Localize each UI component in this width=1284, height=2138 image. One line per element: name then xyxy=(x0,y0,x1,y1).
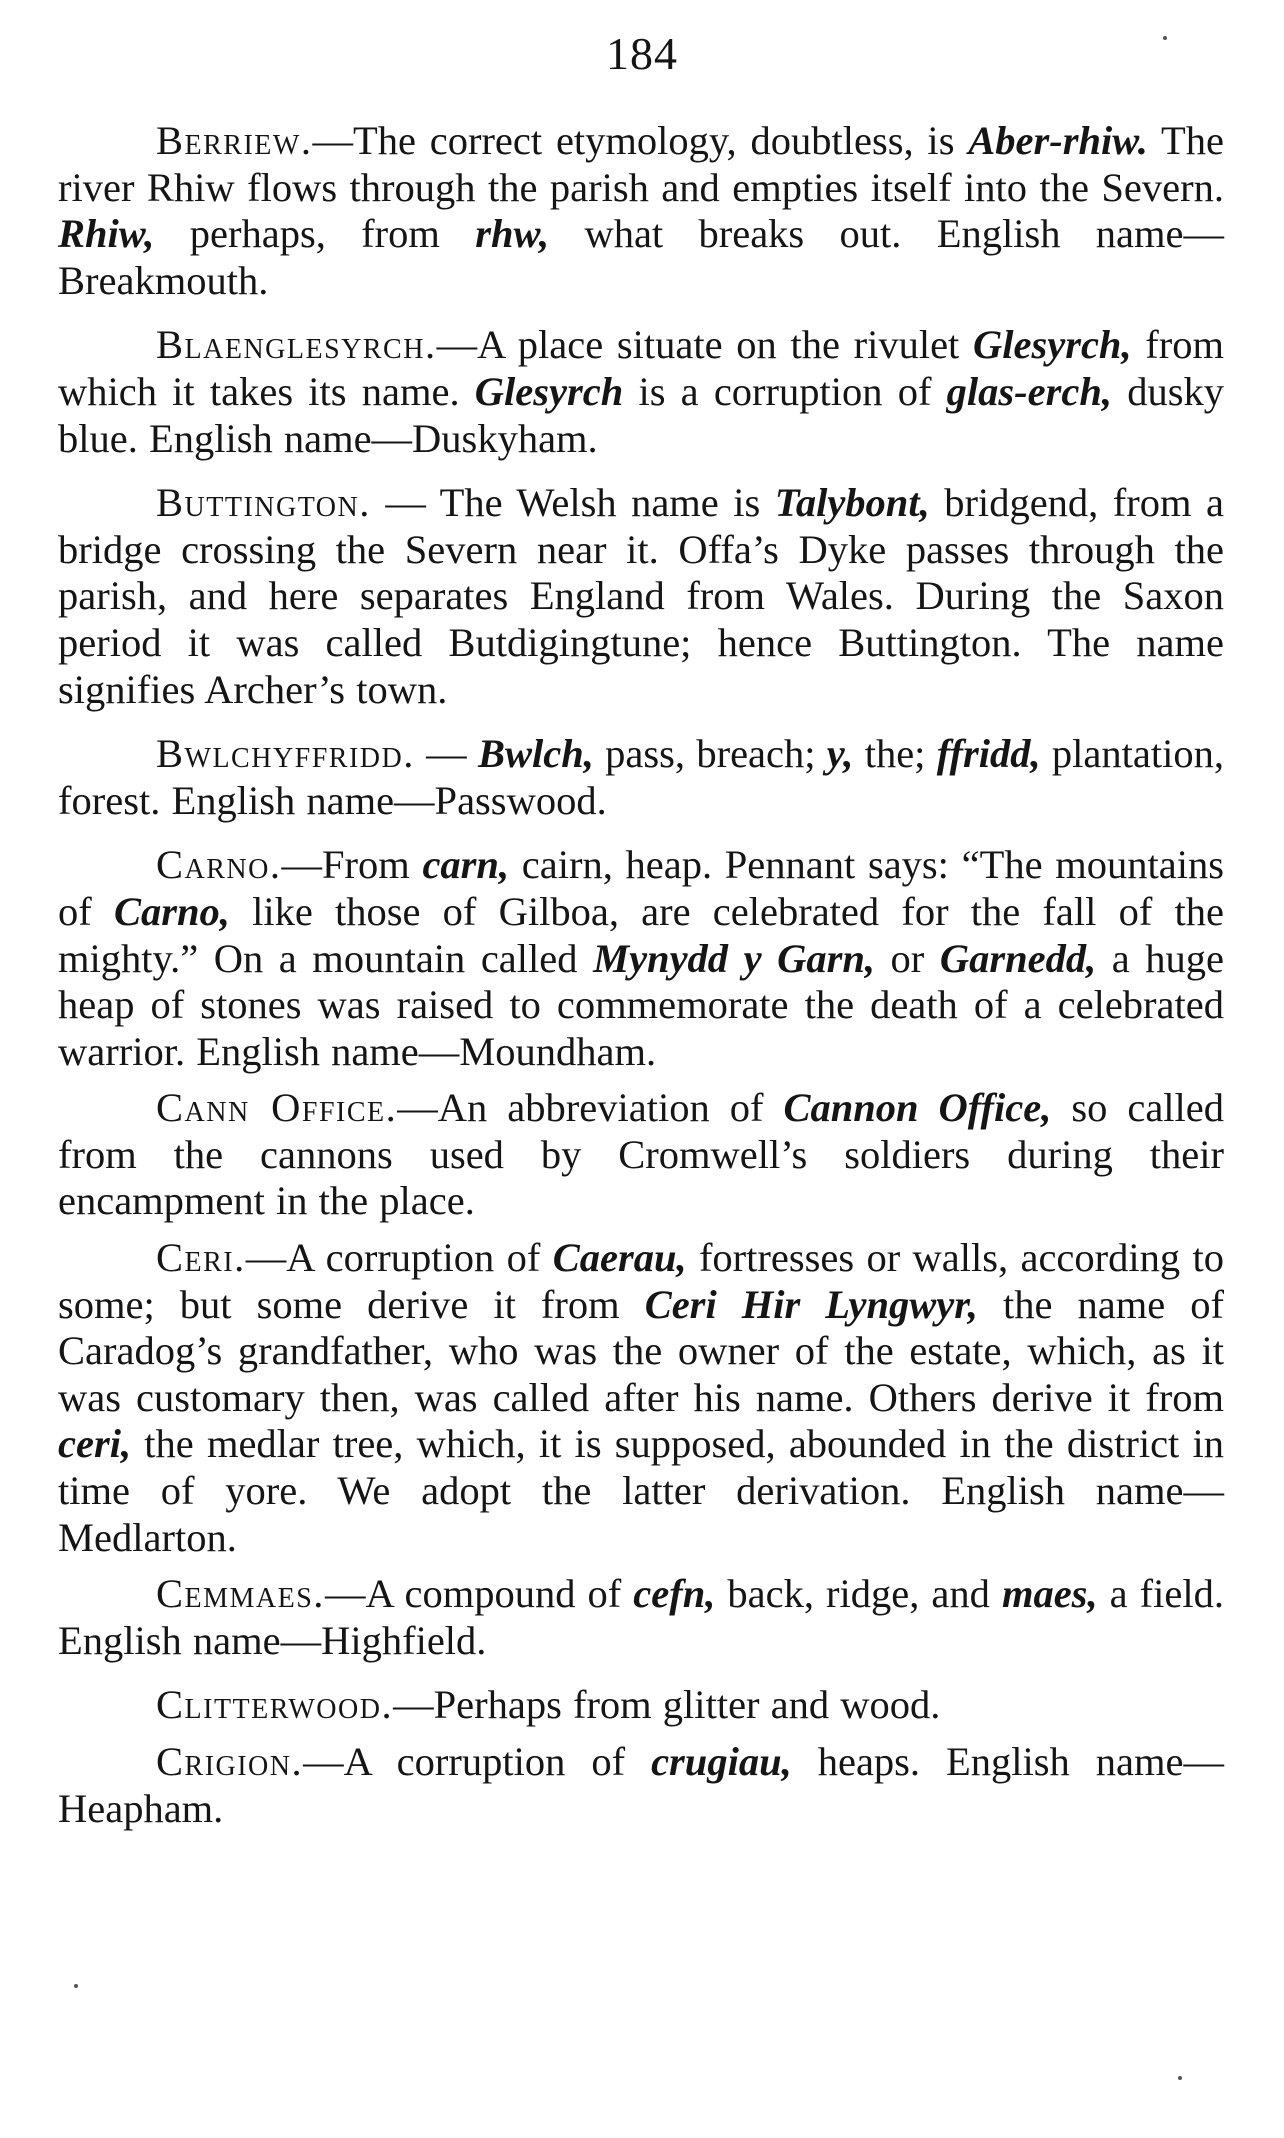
welsh-term: maes, xyxy=(1001,1571,1098,1617)
welsh-term: Talybont, xyxy=(774,480,930,526)
entry-text: heaps. English name—Heapham. xyxy=(58,1739,1224,1831)
entry-text: a huge heap of stones was raised to commemorate the death of a celebrated warrior. English name—Moundham. xyxy=(58,935,1224,1074)
welsh-term: Ceri Hir Lyngwyr, xyxy=(644,1281,978,1327)
headword: Crigion. xyxy=(156,1739,304,1784)
welsh-term: Glesyrch, xyxy=(972,322,1132,368)
welsh-term: cefn, xyxy=(633,1571,716,1617)
entry-text: what breaks out. English name—Breakmouth. xyxy=(58,211,1224,303)
welsh-term: rhw, xyxy=(475,211,550,257)
welsh-term: Caerau, xyxy=(552,1235,687,1281)
entry-text: plantation, forest. English name—Passwood. xyxy=(58,731,1225,823)
headword: Cann Office. xyxy=(156,1085,398,1131)
entry-text: —From xyxy=(281,842,423,888)
entry-text: —Perhaps from glitter and wood. xyxy=(393,1682,941,1728)
welsh-term: Cannon Office, xyxy=(783,1085,1052,1131)
headword: Ceri. xyxy=(156,1235,246,1281)
entries-list xyxy=(58,118,1224,1850)
entry-text: the; xyxy=(853,731,937,777)
welsh-term: crugiau, xyxy=(651,1739,792,1784)
entry-carno xyxy=(58,842,1224,1075)
entry-text: from which it takes its name. xyxy=(58,322,1224,414)
welsh-term: y, xyxy=(826,731,854,777)
print-speck xyxy=(1178,2076,1182,2080)
entry-text: —An abbreviation of xyxy=(397,1085,784,1131)
entry-text: like those of Gilboa, are celebrated for the fall of the mighty.” On a mountain called xyxy=(58,888,1224,981)
welsh-term: Carno, xyxy=(113,888,230,934)
entry-bwlchyffridd xyxy=(58,731,1224,824)
entry-text: —A corruption of xyxy=(245,1235,553,1281)
entry-text: back, ridge, and xyxy=(715,1571,1002,1617)
entry-text: perhaps, from xyxy=(154,211,476,257)
entry-text: — The Welsh name is xyxy=(370,480,775,526)
headword: Berriew. xyxy=(156,118,313,163)
entry-text: cairn, heap. Pennant says: “The mountains of xyxy=(58,842,1224,934)
entry-text: so called from the cannons used by Cromwell’s soldiers during their encampment in the place. xyxy=(58,1085,1225,1224)
welsh-term: Rhiw, xyxy=(58,211,155,257)
entry-berriew xyxy=(58,118,1224,304)
welsh-term: Mynydd y Garn, xyxy=(593,935,876,981)
entry-text: —A place situate on the rivulet xyxy=(436,322,973,368)
entry-text: pass, breach; xyxy=(593,731,827,777)
print-speck xyxy=(74,1984,78,1988)
welsh-term: Garnedd, xyxy=(939,935,1097,981)
entry-text: — xyxy=(414,731,478,777)
headword: Clitterwood. xyxy=(156,1682,394,1728)
welsh-term: ffridd, xyxy=(936,731,1041,777)
entry-text: a field. English name—Highfield. xyxy=(58,1571,1224,1663)
headword: Blaenglesyrch. xyxy=(156,322,437,368)
headword: Buttington. xyxy=(156,480,371,526)
headword: Bwlchyffridd. xyxy=(156,731,415,777)
welsh-term: ceri, xyxy=(58,1421,132,1467)
entry-text: —A corruption of xyxy=(303,1739,652,1784)
entry-text: —A compound of xyxy=(324,1571,634,1617)
entry-buttington xyxy=(58,480,1224,713)
headword: Cemmaes. xyxy=(156,1571,325,1617)
entry-text: or xyxy=(875,935,940,981)
page-number: 184 xyxy=(606,28,678,79)
entry-text: the medlar tree, which, it is supposed, abounded in the district in time of yore. We adopt the latter derivation. English name—Medlarton. xyxy=(58,1421,1224,1560)
entry-text: dusky blue. English name—Duskyham. xyxy=(58,368,1224,461)
entry-text: is a corruption of xyxy=(623,368,947,414)
entry-crigion xyxy=(58,1739,1224,1832)
welsh-term: glas-erch, xyxy=(946,368,1113,414)
entry-text: the name of Caradog’s grandfather, who was the owner of the estate, which, as it was customary then, was called after his name. Others derive it from xyxy=(58,1281,1224,1420)
entry-text: —The correct etymology, doubtless, is xyxy=(312,118,969,163)
entry-blaenglesyrch xyxy=(58,322,1224,462)
entry-cann-office xyxy=(58,1085,1224,1225)
entry-text: bridgend, from a bridge crossing the Severn near it. Offa’s Dyke passes through the parish, and here separates England from Wales. During the Saxon period it was called Butdigingtune; hence Buttington. The name signifies Archer’s town. xyxy=(58,480,1224,712)
welsh-term: Aber-rhiw. xyxy=(968,118,1148,163)
entry-text: The river Rhiw flows through the parish and empties itself into the Severn. xyxy=(58,118,1224,210)
entry-ceri xyxy=(58,1235,1224,1561)
entry-text: fortresses or walls, according to some; but some derive it from xyxy=(58,1235,1224,1327)
entry-cemmaes xyxy=(58,1571,1224,1664)
entry-clitterwood xyxy=(58,1682,1224,1729)
welsh-term: Glesyrch xyxy=(474,368,624,414)
headword: Carno. xyxy=(156,842,282,888)
welsh-term: carn, xyxy=(422,842,510,888)
print-speck xyxy=(1163,36,1167,40)
welsh-term: Bwlch, xyxy=(477,731,594,777)
